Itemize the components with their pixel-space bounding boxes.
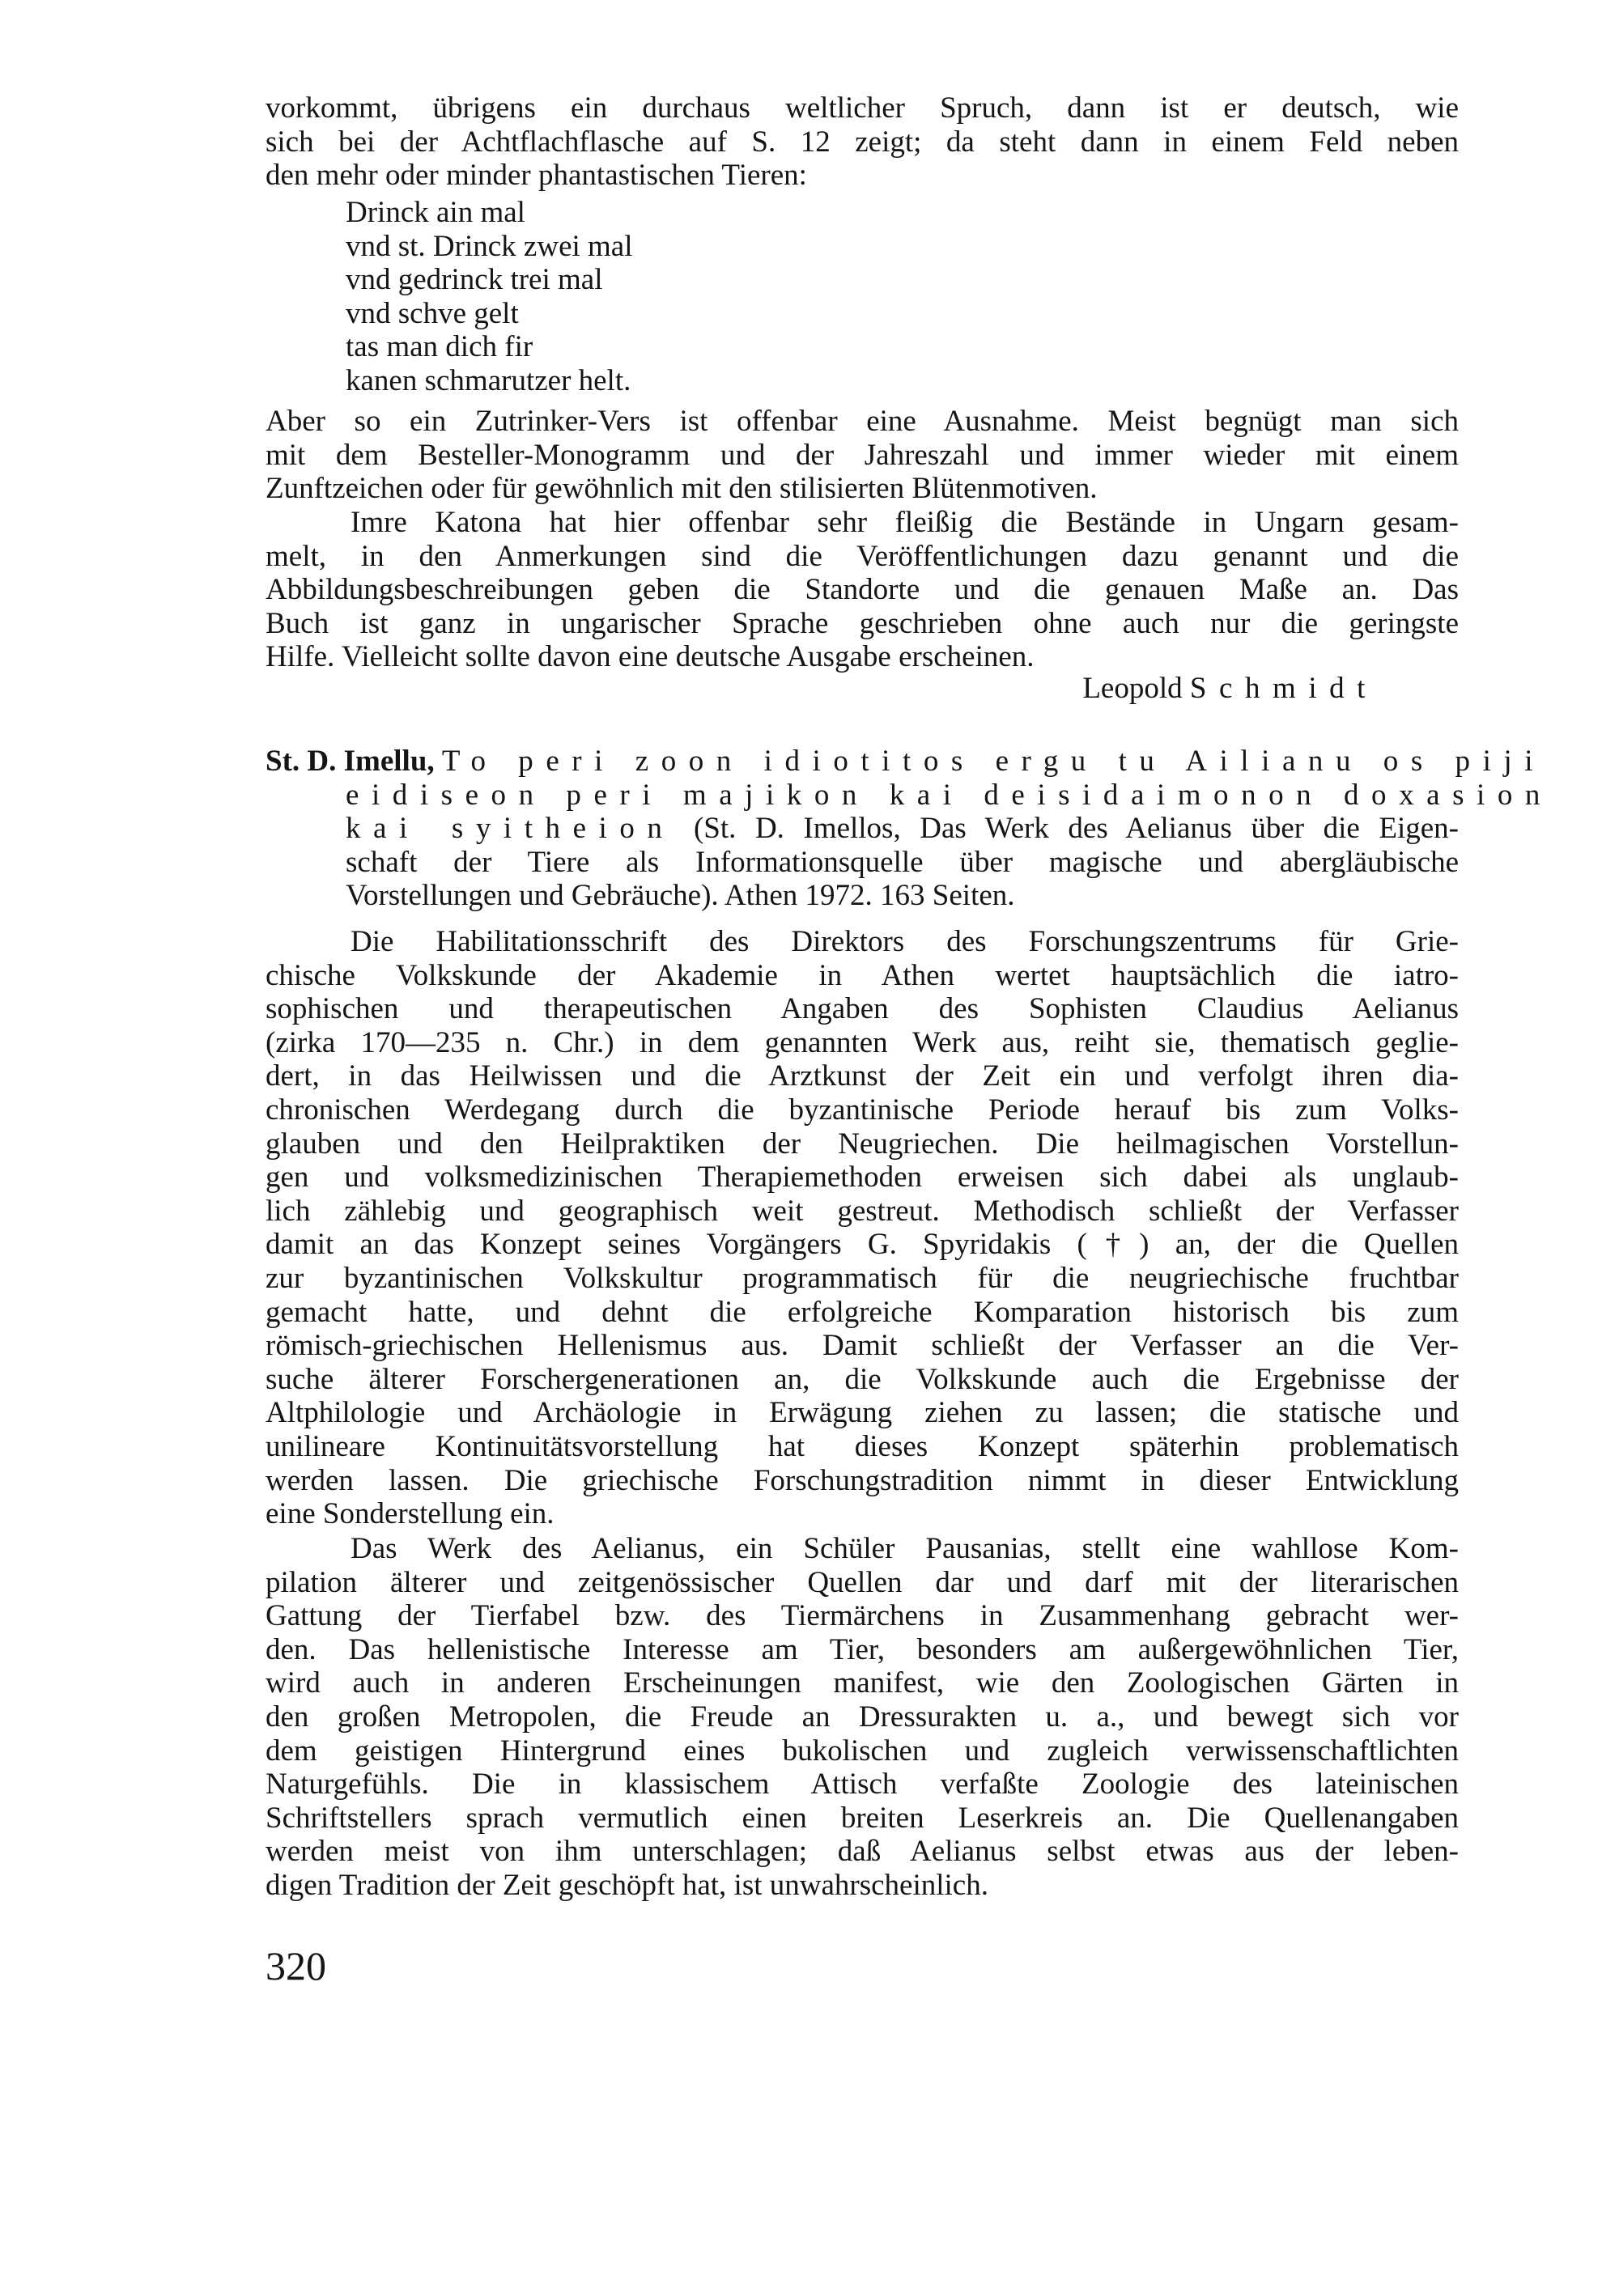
- review-author: St. D. Imellu,: [266, 745, 435, 778]
- text-line: Altphilologie und Archäologie in Erwägung ziehen zu lassen; die statische und: [266, 1396, 1459, 1430]
- text-line: gen und volksmedizinischen Therapiemethoden erweisen sich dabei als unglaub-: [266, 1161, 1459, 1195]
- text-line: den großen Metropolen, die Freude an Dressurakten u. a., und bewegt sich vor: [266, 1700, 1459, 1734]
- review-heading: [266, 745, 1553, 913]
- text-line: Aber so ein Zutrinker-Vers ist offenbar eine Ausnahme. Meist begnügt man sich: [266, 405, 1459, 438]
- verse-line: kanen schmarutzer helt.: [346, 363, 631, 397]
- text-line: chische Volkskunde der Akademie in Athen wertet hauptsächlich die iatro-: [266, 958, 1459, 992]
- paragraph-habilitation: [266, 925, 1459, 1531]
- text-line: römisch-griechischen Hellenismus aus. Damit schließt der Verfasser an die Ver-: [266, 1329, 1459, 1363]
- text-line: wird auch in anderen Erscheinungen manifest, wie den Zoologischen Gärten in: [266, 1666, 1459, 1700]
- verse-line: vnd gedrinck trei mal: [346, 263, 603, 297]
- verse-line: tas man dich fir: [346, 330, 533, 364]
- text-line: werden lassen. Die griechische Forschungstradition nimmt in dieser Entwicklung: [266, 1463, 1459, 1497]
- review-bib-2: schaft der Tiere als Informationsquelle über magische und abergläubische: [346, 845, 1459, 879]
- text-line: (zirka 170—235 n. Chr.) in dem genannten Werk aus, reiht sie, thematisch geglie-: [266, 1025, 1459, 1059]
- review-title-1: To peri zoon idiotitos ergu tu Ailianu os piji: [441, 745, 1546, 778]
- paragraph-zutrinker: [266, 405, 1459, 506]
- text-line: mit dem Besteller-Monogramm und der Jahreszahl und immer wieder mit einem: [266, 438, 1459, 472]
- verse-line: Drinck ain mal: [346, 196, 525, 229]
- review-bib-1: (St. D. Imellos, Das Werk des Aelianus über die Eigen-: [693, 812, 1459, 846]
- text-line: pilation älterer und zeitgenössischer Quellen dar und darf mit der literarischen: [266, 1565, 1459, 1599]
- text-line: Das Werk des Aelianus, ein Schüler Pausanias, stellt eine wahllose Kom-: [351, 1532, 1459, 1565]
- text-line: dem geistigen Hintergrund eines bukolischen und zugleich verwissenschaftlichten: [266, 1734, 1459, 1768]
- paragraph-katona: [266, 506, 1459, 674]
- verse-line: vnd schve gelt: [346, 296, 519, 330]
- text-line: digen Tradition der Zeit geschöpft hat, ist unwahrscheinlich.: [266, 1868, 988, 1902]
- text-line: Naturgefühls. Die in klassischem Attisch verfaßte Zoologie des lateinischen: [266, 1768, 1459, 1802]
- text-line: Imre Katona hat hier offenbar sehr fleißig die Bestände in Ungarn gesam-: [351, 506, 1459, 539]
- text-line: Buch ist ganz in ungarischer Sprache geschrieben ohne auch nur die geringste: [266, 606, 1459, 640]
- text-line: vorkommt, übrigens ein durchaus weltlicher Spruch, dann ist er deutsch, wie: [266, 91, 1459, 125]
- text-line: den. Das hellenistische Interesse am Tier, besonders am außergewöhnlichen Tier,: [266, 1632, 1459, 1666]
- review-title-2: eidiseon peri majikon kai deisidaimonon doxasion: [346, 778, 1553, 812]
- text-line: glauben und den Heilpraktiken der Neugriechen. Die heilmagischen Vorstellun-: [266, 1127, 1459, 1161]
- signature-last: Schmidt: [1189, 672, 1378, 705]
- text-line: Gattung der Tierfabel bzw. des Tiermärchens in Zusammenhang gebracht wer-: [266, 1599, 1459, 1633]
- verse-quote: [346, 196, 633, 398]
- text-line: gemacht hatte, und dehnt die erfolgreiche Komparation historisch bis zum: [266, 1295, 1459, 1329]
- text-line: den mehr oder minder phantastischen Tieren:: [266, 159, 807, 193]
- review-title-3: kai syitheion: [346, 812, 675, 846]
- text-line: dert, in das Heilwissen und die Arztkunst der Zeit ein und verfolgt ihren dia-: [266, 1059, 1459, 1093]
- signature-first: Leopold: [1082, 672, 1183, 705]
- text-line: damit an das Konzept seines Vorgängers G. Spyridakis (†) an, der die Quellen: [266, 1228, 1459, 1262]
- text-line: Die Habilitationsschrift des Direktors des Forschungszentrums für Grie-: [351, 925, 1459, 958]
- text-line: eine Sonderstellung ein.: [266, 1497, 555, 1531]
- text-line: werden meist von ihm unterschlagen; daß Aelianus selbst etwas aus der leben-: [266, 1835, 1459, 1869]
- text-line: sophischen und therapeutischen Angaben des Sophisten Claudius Aelianus: [266, 992, 1459, 1026]
- review-bib-3: Vorstellungen und Gebräuche). Athen 1972. 163 Seiten.: [346, 879, 1015, 913]
- text-line: Abbildungsbeschreibungen geben die Standorte und die genauen Maße an. Das: [266, 573, 1459, 607]
- text-line: sich bei der Achtflachflasche auf S. 12 zeigt; da steht dann in einem Feld neben: [266, 125, 1459, 159]
- text-line: Hilfe. Vielleicht sollte davon eine deutsche Ausgabe erscheinen.: [266, 640, 1035, 674]
- text-line: suche älterer Forschergenerationen an, die Volkskunde auch die Ergebnisse der: [266, 1362, 1459, 1396]
- verse-line: vnd st. Drinck zwei mal: [346, 229, 633, 263]
- text-line: Schriftstellers sprach vermutlich einen breiten Leserkreis an. Die Quellenangaben: [266, 1801, 1459, 1835]
- text-line: unilineare Kontinuitätsvorstellung hat dieses Konzept späterhin problematisch: [266, 1429, 1459, 1463]
- text-line: zur byzantinischen Volkskultur programmatisch für die neugriechische fruchtbar: [266, 1261, 1459, 1295]
- page-number: 320: [266, 1943, 326, 1988]
- signature: [1082, 671, 1378, 706]
- paragraph-werk: [266, 1532, 1459, 1903]
- paragraph-continuation: [266, 91, 1459, 193]
- text-line: chronischen Werdegang durch die byzantinische Periode herauf bis zum Volks-: [266, 1093, 1459, 1127]
- text-line: lich zählebig und geographisch weit gestreut. Methodisch schließt der Verfasser: [266, 1194, 1459, 1228]
- text-line: Zunftzeichen oder für gewöhnlich mit den stilisierten Blütenmotiven.: [266, 472, 1098, 506]
- text-line: melt, in den Anmerkungen sind die Veröffentlichungen dazu genannt und die: [266, 539, 1459, 573]
